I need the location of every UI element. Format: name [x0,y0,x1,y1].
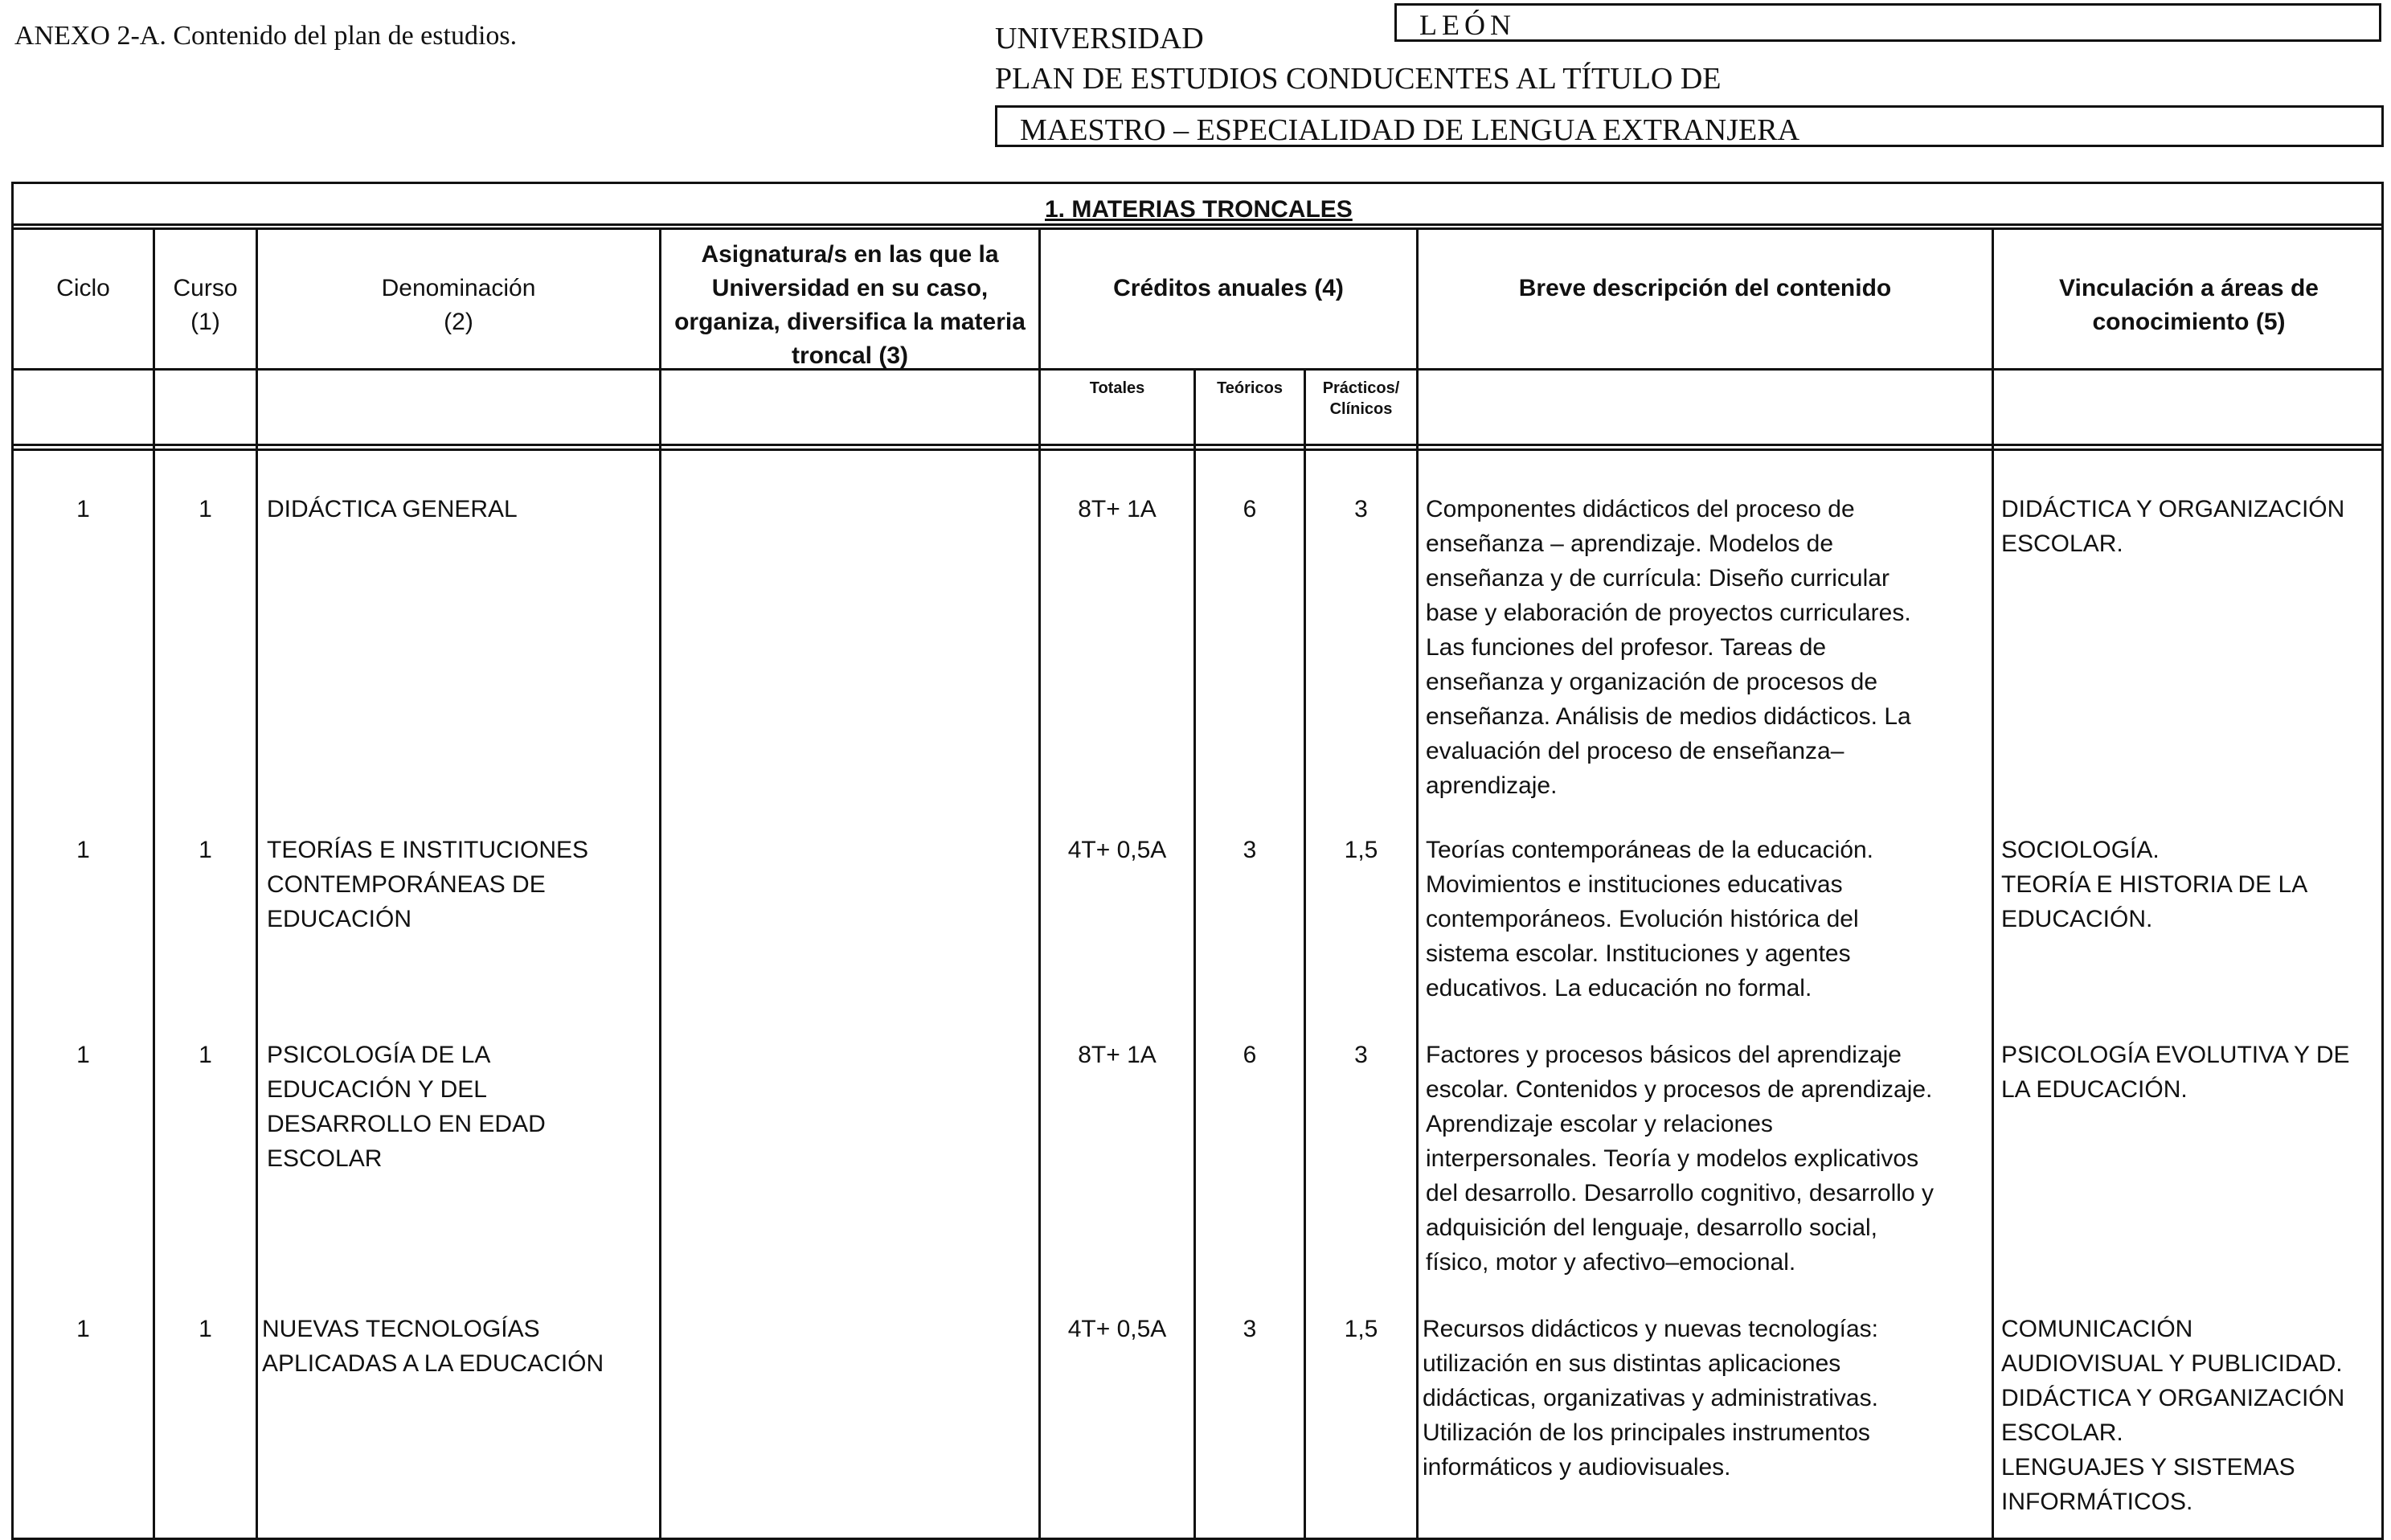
text-line: APLICADAS A LA EDUCACIÓN [262,1350,604,1377]
row-1-curso: 1 [199,496,212,522]
text-line: contemporáneos. Evolución histórica del [1426,906,1859,932]
col-header-asignaturas [661,238,1038,373]
row-2-curso: 1 [199,837,212,863]
subheader-totales: Totales [1089,379,1145,397]
text-line: sistema escolar. Instituciones y agentes [1426,940,1851,967]
row-2-vinculacion [2001,833,2379,936]
row-4-curso: 1 [199,1316,212,1342]
text-line: informáticos y audiovisuales. [1423,1454,1731,1481]
col-header-descripcion: Breve descripción del contenido [1518,275,1892,301]
row-4-denominacion [262,1312,656,1381]
text-line: AUDIOVISUAL Y PUBLICIDAD. [2001,1350,2343,1377]
row-2-denominacion [267,833,653,936]
text-line: organiza, diversifica la materia [674,309,1026,335]
annex-label: ANEXO 2-A [14,21,160,51]
row-3-descripcion [1426,1038,1982,1280]
text-line: EDUCACIÓN Y DEL [267,1076,487,1103]
subheader-practicos [1306,378,1416,420]
row-2-descripcion [1426,833,1982,1006]
text-line: troncal (3) [791,342,909,369]
row-2-ciclo: 1 [76,837,90,863]
university-label: UNIVERSIDAD [995,22,1204,55]
text-line: Aprendizaje escolar y relaciones [1426,1111,1773,1137]
text-line: NUEVAS TECNOLOGÍAS [262,1316,540,1342]
text-line: enseñanza y organización de procesos de [1426,669,1878,695]
text-line: Componentes didácticos del proceso de [1426,496,1855,522]
text-line: Clínicos [1329,400,1393,418]
text-line: PSICOLOGÍA DE LA [267,1042,491,1068]
annex-description: . Contenido del plan de estudios. [159,21,518,51]
annex-title [14,21,517,51]
col-header-denominacion [258,272,659,339]
section-title-divider [11,223,2384,226]
degree-title: MAESTRO – ESPECIALIDAD DE LENGUA EXTRANJERA [1020,113,1800,147]
column-divider [1193,368,1196,1538]
row-1-descripcion [1426,492,1982,803]
row-1-teoricos: 6 [1243,496,1257,522]
row-2-practicos: 1,5 [1344,837,1378,863]
section-title-divider-double [11,227,2384,230]
plan-heading: PLAN DE ESTUDIOS CONDUCENTES AL TÍTULO DE [995,62,1722,96]
text-line: Recursos didácticos y nuevas tecnologías: [1423,1316,1878,1342]
row-1-denominacion [267,492,653,526]
text-line: Las funciones del profesor. Tareas de [1426,634,1827,661]
text-line: del desarrollo. Desarrollo cognitivo, desarrollo y [1426,1180,1934,1206]
text-line: Factores y procesos básicos del aprendizaje [1426,1042,1902,1068]
text-line: Universidad en su caso, [711,275,989,301]
text-line: adquisición del lenguaje, desarrollo social, [1426,1214,1878,1241]
subheader-teoricos: Teóricos [1217,379,1283,397]
text-line: DIDÁCTICA Y ORGANIZACIÓN [2001,1385,2345,1411]
subheader-divider [1038,368,1416,371]
degree-title-box [995,105,2384,147]
column-divider [659,227,661,1538]
row-3-vinculacion [2001,1038,2379,1107]
col-header-creditos: Créditos anuales (4) [1113,275,1344,301]
text-line: EDUCACIÓN. [2001,906,2153,932]
text-line: (2) [444,309,473,335]
row-4-ciclo: 1 [76,1316,90,1342]
text-line: conocimiento (5) [2092,309,2286,335]
text-line: Teorías contemporáneas de la educación. [1426,837,1874,863]
text-line: utilización en sus distintas aplicaciones [1423,1350,1841,1377]
row-1-vinculacion [2001,492,2379,561]
row-3-practicos: 3 [1354,1042,1368,1068]
text-line: ESCOLAR. [2001,530,2123,557]
header-bottom-divider-double [11,448,2384,451]
col-header-curso [155,272,256,339]
row-3-ciclo: 1 [76,1042,90,1068]
text-line: Utilización de los principales instrumentos [1423,1419,1870,1446]
row-4-vinculacion [2001,1312,2379,1519]
text-line: educativos. La educación no formal. [1426,975,1812,1001]
text-line: Curso [173,275,238,301]
text-line: INFORMÁTICOS. [2001,1489,2193,1515]
section-title: 1. MATERIAS TRONCALES [1045,196,1353,223]
text-line: físico, motor y afectivo–emocional. [1426,1249,1796,1276]
row-2-teoricos: 3 [1243,837,1257,863]
col-header-vinculacion [1994,272,2384,339]
text-line: enseñanza y de currícula: Diseño curricular [1426,565,1889,592]
text-line: enseñanza. Análisis de medios didácticos. La [1426,703,1911,730]
row-4-totales: 4T+ 0,5A [1067,1316,1167,1342]
row-2-totales: 4T+ 0,5A [1067,837,1167,863]
university-name: LEÓN [1419,9,1516,41]
text-line: COMUNICACIÓN [2001,1316,2193,1342]
header-bottom-divider [11,444,2384,446]
column-divider [256,227,258,1538]
text-line: Asignatura/s en las que la [701,241,999,268]
text-line: aprendizaje. [1426,772,1558,799]
text-line: didácticas, organizativas y administrativas. [1423,1385,1878,1411]
text-line: evaluación del proceso de enseñanza– [1426,738,1844,764]
text-line: SOCIOLOGÍA. [2001,837,2160,863]
text-line: Denominación [381,275,536,301]
row-3-denominacion [267,1038,653,1176]
text-line: interpersonales. Teoría y modelos explicativos [1426,1145,1919,1172]
row-4-teoricos: 3 [1243,1316,1257,1342]
text-line: LA EDUCACIÓN. [2001,1076,2188,1103]
text-line: Vinculación a áreas de [2059,275,2319,301]
text-line: LENGUAJES Y SISTEMAS [2001,1454,2295,1481]
text-line: CONTEMPORÁNEAS DE [267,871,546,898]
row-3-teoricos: 6 [1243,1042,1257,1068]
text-line: TEORÍAS E INSTITUCIONES [267,837,589,863]
row-4-practicos: 1,5 [1344,1316,1378,1342]
column-divider [1992,227,1994,1538]
column-divider [1416,227,1419,1538]
text-line: EDUCACIÓN [267,906,412,932]
row-3-totales: 8T+ 1A [1078,1042,1157,1068]
text-line: TEORÍA E HISTORIA DE LA [2001,871,2308,898]
col-header-ciclo: Ciclo [56,275,110,301]
text-line: PSICOLOGÍA EVOLUTIVA Y DE [2001,1042,2350,1068]
text-line: (1) [190,309,220,335]
row-1-ciclo: 1 [76,496,90,522]
text-line: ESCOLAR. [2001,1419,2123,1446]
text-line: ESCOLAR [267,1145,383,1172]
university-name-box [1394,3,2381,42]
text-line: enseñanza – aprendizaje. Modelos de [1426,530,1834,557]
row-1-totales: 8T+ 1A [1078,496,1157,522]
row-4-descripcion [1423,1312,1982,1485]
column-divider [1304,368,1306,1538]
row-3-curso: 1 [199,1042,212,1068]
text-line: DESARROLLO EN EDAD [267,1111,546,1137]
text-line: Prácticos/ [1322,379,1400,397]
text-line: escolar. Contenidos y procesos de aprendizaje. [1426,1076,1933,1103]
text-line: DIDÁCTICA Y ORGANIZACIÓN [2001,496,2345,522]
row-1-practicos: 3 [1354,496,1368,522]
text-line: base y elaboración de proyectos curriculares. [1426,600,1911,626]
text-line: Movimientos e instituciones educativas [1426,871,1843,898]
text-line: DIDÁCTICA GENERAL [267,496,518,522]
